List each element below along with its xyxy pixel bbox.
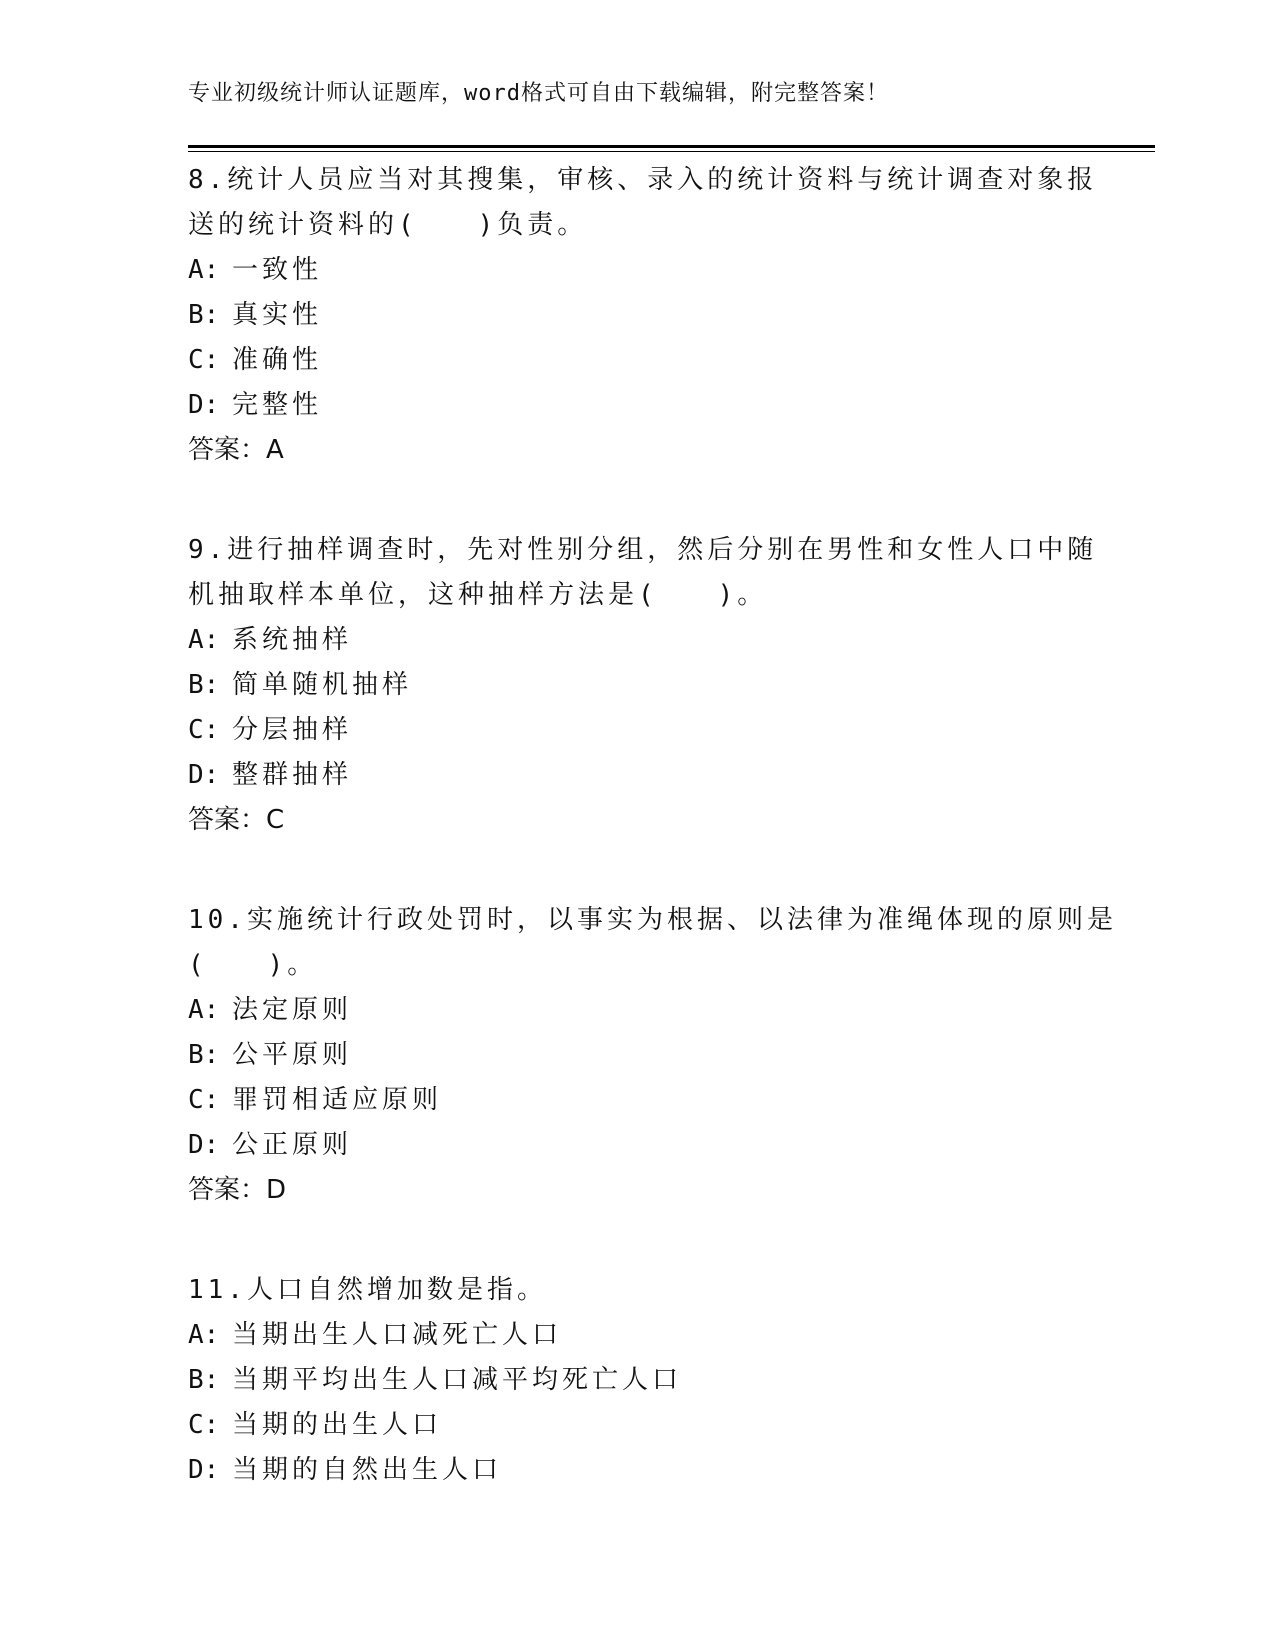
option-text: 系统抽样 [232,625,353,655]
option-text: 准确性 [232,345,323,375]
header-text: 专业初级统计师认证题库，word格式可自由下载编辑，附完整答案！ [188,81,889,106]
option-text: 整群抽样 [232,760,353,790]
option-text: 当期平均出生人口减平均死亡人口 [232,1365,683,1395]
option-letter: D: [188,760,220,790]
option-d [188,1123,1088,1168]
option-b [188,293,1088,338]
option-letter: C: [188,715,220,745]
option-text: 真实性 [232,300,323,330]
option-a [188,1313,1088,1358]
option-text: 一致性 [232,255,323,285]
answer-line: 答案：A [188,435,284,465]
option-c [188,1078,1088,1123]
option-text: 分层抽样 [232,715,353,745]
question-9 [188,528,1098,843]
option-letter: D: [188,1130,220,1160]
option-letter: B: [188,1365,220,1395]
question-text-line: 9.进行抽样调查时，先对性别分组，然后分别在男性和女性人口中随 [188,535,1098,565]
question-10 [188,898,1117,1213]
question-8 [188,158,1098,473]
option-d [188,753,1088,798]
option-letter: A: [188,255,220,285]
option-c [188,338,1088,383]
option-text: 完整性 [232,390,323,420]
question-11 [188,1268,1088,1493]
option-d [188,383,1088,428]
option-text: 法定原则 [232,995,353,1025]
option-d [188,1448,1088,1493]
option-letter: C: [188,1410,220,1440]
option-letter: A: [188,1320,220,1350]
option-a [188,618,1088,663]
option-letter: A: [188,625,220,655]
option-letter: C: [188,1085,220,1115]
option-a [188,248,1088,293]
answer-line: 答案：D [188,1175,287,1205]
question-text-line: 送的统计资料的( )负责。 [188,210,588,240]
option-letter: B: [188,1040,220,1070]
option-text: 当期的自然出生人口 [232,1455,503,1485]
option-b [188,1033,1088,1078]
answer-line: 答案：C [188,805,285,835]
option-text: 公平原则 [232,1040,353,1070]
question-text-line: 8.统计人员应当对其搜集，审核、录入的统计资料与统计调查对象报 [188,165,1098,195]
option-c [188,1403,1088,1448]
option-text: 当期的出生人口 [232,1410,443,1440]
option-a [188,988,1088,1033]
header-rule-thick [188,145,1155,148]
option-text: 简单随机抽样 [232,670,413,700]
option-b [188,1358,1088,1403]
option-b [188,663,1088,708]
option-letter: A: [188,995,220,1025]
question-text-line: 11.人口自然增加数是指。 [188,1275,547,1305]
option-letter: B: [188,300,220,330]
option-text: 罪罚相适应原则 [232,1085,443,1115]
question-text-line: ( )。 [188,950,318,980]
header-rule-thin [188,151,1155,152]
option-text: 当期出生人口减死亡人口 [232,1320,563,1350]
option-letter: B: [188,670,220,700]
option-letter: D: [188,390,220,420]
option-letter: C: [188,345,220,375]
option-letter: D: [188,1455,220,1485]
option-c [188,708,1088,753]
question-text-line: 10.实施统计行政处罚时，以事实为根据、以法律为准绳体现的原则是 [188,905,1117,935]
question-list [188,158,1117,1548]
question-text-line: 机抽取样本单位，这种抽样方法是( )。 [188,580,768,610]
option-text: 公正原则 [232,1130,353,1160]
